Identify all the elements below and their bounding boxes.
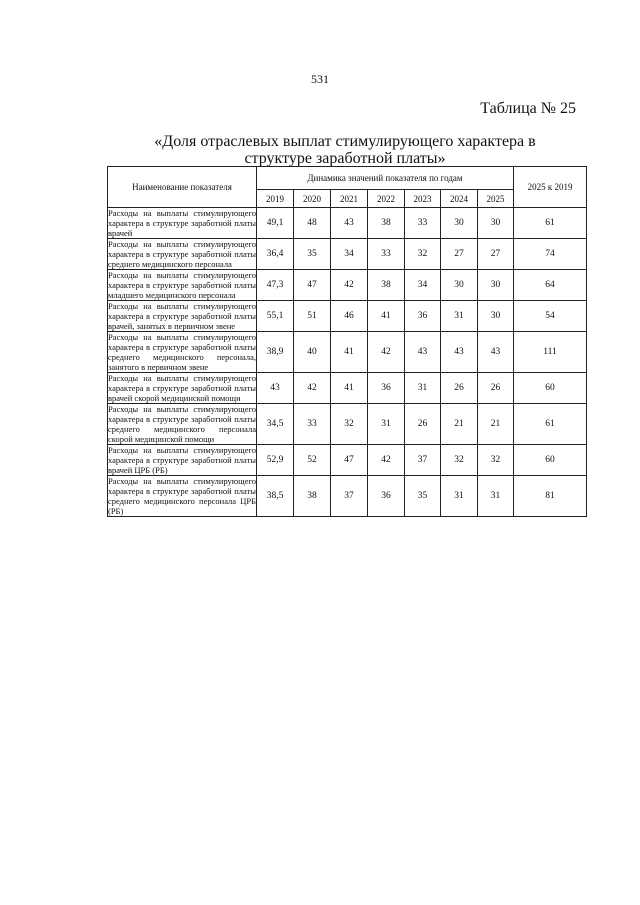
value-cell: 27 [478, 239, 514, 270]
value-cell: 32 [331, 404, 368, 445]
value-cell: 26 [441, 373, 478, 404]
data-table [107, 166, 587, 517]
table-body [108, 208, 587, 517]
indicator-name: Расходы на выплаты стимулирующего характера в структуре заработной платы младшего медицинского персонала [108, 270, 256, 300]
indicator-name: Расходы на выплаты стимулирующего характера в структуре заработной платы врачей, занятых в первичном звене [108, 301, 256, 331]
table-label: Таблица № 25 [480, 100, 576, 117]
value-cell: 51 [294, 301, 331, 332]
value-cell: 32 [405, 239, 441, 270]
ratio-cell: 64 [514, 270, 587, 301]
indicator-name: Расходы на выплаты стимулирующего характера в структуре заработной платы среднего медицинского персонала скорой медицинской помощи [108, 404, 256, 444]
ratio-cell: 60 [514, 373, 587, 404]
value-cell: 47 [294, 270, 331, 301]
ratio-cell: 54 [514, 301, 587, 332]
value-cell: 30 [441, 208, 478, 239]
value-cell: 26 [405, 404, 441, 445]
indicator-name: Расходы на выплаты стимулирующего характера в структуре заработной платы среднего медицинского персонала [108, 239, 256, 269]
value-cell: 41 [331, 373, 368, 404]
header-year: 2023 [405, 190, 441, 208]
value-cell: 36 [368, 476, 405, 517]
header-year: 2021 [331, 190, 368, 208]
value-cell: 36,4 [257, 239, 294, 270]
value-cell: 47 [331, 445, 368, 476]
value-cell: 43 [257, 373, 294, 404]
value-cell: 21 [441, 404, 478, 445]
value-cell: 30 [478, 208, 514, 239]
indicator-name: Расходы на выплаты стимулирующего характера в структуре заработной платы врачей скорой медицинской помощи [108, 373, 256, 403]
indicator-name: Расходы на выплаты стимулирующего характера в структуре заработной платы среднего медицинского персонала, занятого в первичном звене [108, 332, 256, 372]
header-year: 2019 [257, 190, 294, 208]
value-cell: 32 [478, 445, 514, 476]
table-row [108, 208, 587, 239]
value-cell: 31 [478, 476, 514, 517]
value-cell: 34 [405, 270, 441, 301]
value-cell: 49,1 [257, 208, 294, 239]
value-cell: 31 [405, 373, 441, 404]
value-cell: 35 [294, 239, 331, 270]
value-cell: 55,1 [257, 301, 294, 332]
indicator-name: Расходы на выплаты стимулирующего характера в структуре заработной платы врачей [108, 208, 256, 238]
value-cell: 33 [368, 239, 405, 270]
value-cell: 52 [294, 445, 331, 476]
table-row [108, 332, 587, 373]
table-row [108, 239, 587, 270]
value-cell: 30 [441, 270, 478, 301]
ratio-cell: 60 [514, 445, 587, 476]
ratio-cell: 111 [514, 332, 587, 373]
value-cell: 37 [331, 476, 368, 517]
value-cell: 46 [331, 301, 368, 332]
header-year: 2024 [441, 190, 478, 208]
header-year: 2020 [294, 190, 331, 208]
value-cell: 42 [331, 270, 368, 301]
value-cell: 36 [368, 373, 405, 404]
value-cell: 21 [478, 404, 514, 445]
value-cell: 38 [368, 208, 405, 239]
value-cell: 42 [368, 332, 405, 373]
value-cell: 38 [368, 270, 405, 301]
header-year: 2025 [478, 190, 514, 208]
table-row [108, 270, 587, 301]
value-cell: 42 [368, 445, 405, 476]
value-cell: 32 [441, 445, 478, 476]
ratio-cell: 61 [514, 404, 587, 445]
table-row [108, 445, 587, 476]
ratio-cell: 81 [514, 476, 587, 517]
value-cell: 52,9 [257, 445, 294, 476]
value-cell: 43 [478, 332, 514, 373]
table-row [108, 301, 587, 332]
value-cell: 38,9 [257, 332, 294, 373]
value-cell: 47,3 [257, 270, 294, 301]
header-dynamics: Динамика значений показателя по годам [257, 167, 514, 190]
ratio-cell: 74 [514, 239, 587, 270]
value-cell: 30 [478, 270, 514, 301]
value-cell: 34,5 [257, 404, 294, 445]
value-cell: 41 [331, 332, 368, 373]
value-cell: 35 [405, 476, 441, 517]
value-cell: 38,5 [257, 476, 294, 517]
header-year: 2022 [368, 190, 405, 208]
value-cell: 34 [331, 239, 368, 270]
ratio-cell: 61 [514, 208, 587, 239]
value-cell: 38 [294, 476, 331, 517]
table-row [108, 404, 587, 445]
value-cell: 26 [478, 373, 514, 404]
value-cell: 27 [441, 239, 478, 270]
value-cell: 31 [441, 476, 478, 517]
value-cell: 33 [294, 404, 331, 445]
value-cell: 30 [478, 301, 514, 332]
header-ratio: 2025 к 2019 [514, 167, 587, 208]
table-row [108, 476, 587, 517]
value-cell: 41 [368, 301, 405, 332]
document-title: «Доля отраслевых выплат стимулирующего характера в структуре заработной платы» [154, 133, 536, 167]
value-cell: 40 [294, 332, 331, 373]
value-cell: 31 [368, 404, 405, 445]
value-cell: 48 [294, 208, 331, 239]
value-cell: 43 [331, 208, 368, 239]
value-cell: 43 [441, 332, 478, 373]
table-row [108, 373, 587, 404]
value-cell: 36 [405, 301, 441, 332]
indicator-name: Расходы на выплаты стимулирующего характера в структуре заработной платы врачей ЦРБ (РБ) [108, 445, 256, 475]
indicator-name: Расходы на выплаты стимулирующего характера в структуре заработной платы среднего медицинского персонала ЦРБ (РБ) [108, 476, 256, 516]
value-cell: 31 [441, 301, 478, 332]
value-cell: 42 [294, 373, 331, 404]
value-cell: 43 [405, 332, 441, 373]
value-cell: 37 [405, 445, 441, 476]
value-cell: 33 [405, 208, 441, 239]
page-number: 531 [311, 72, 329, 86]
header-indicator-name: Наименование показателя [108, 167, 257, 208]
